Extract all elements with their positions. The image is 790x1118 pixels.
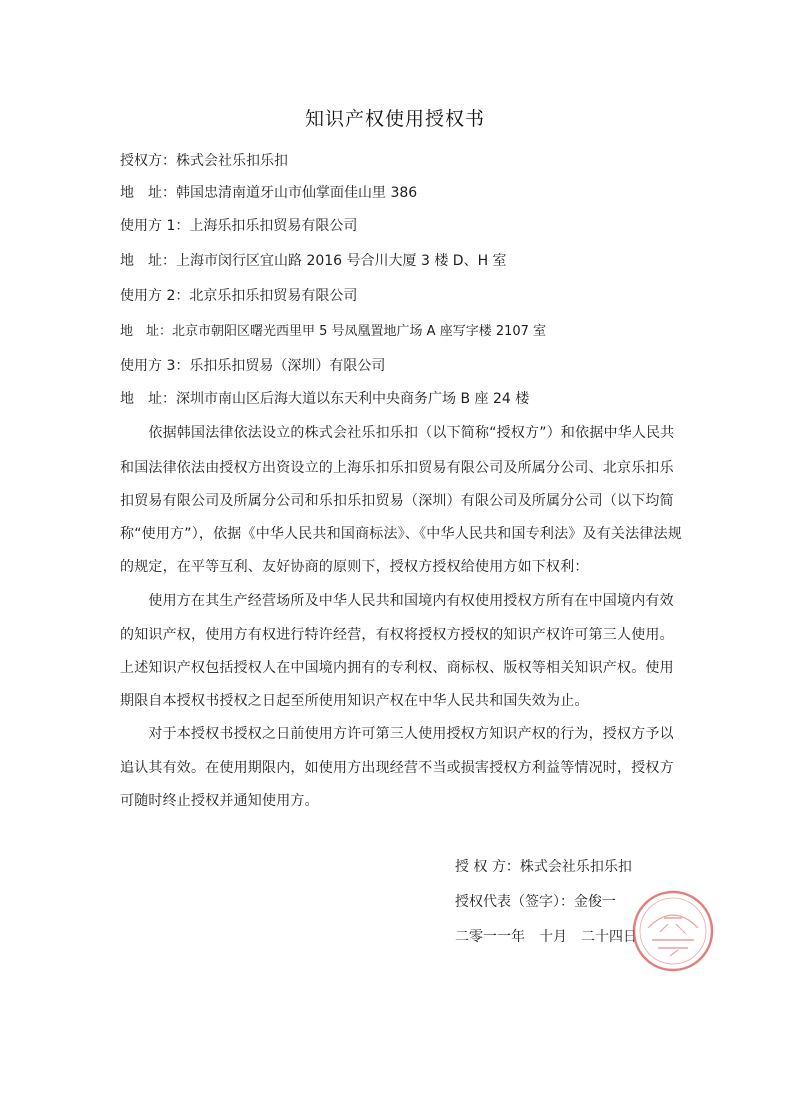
- grantor-line: 授权方：株式会社乐扣乐扣: [120, 153, 288, 169]
- document-title: 知识产权使用授权书: [304, 108, 485, 130]
- licensee-1-address-line: 地 址：上海市闵行区宜山路 2016 号合川大厦 3 楼 D、H 室: [120, 253, 507, 269]
- paragraph-1-line: 和国法律依法由授权方出资设立的上海乐扣乐扣贸易有限公司及所属分公司、北京乐扣乐: [120, 460, 674, 476]
- paragraph-1-line: 依据韩国法律依法设立的株式会社乐扣乐扣（以下简称“授权方”）和依据中华人民共: [120, 425, 675, 441]
- signature-representative: 授权代表（签字）：金俊一: [455, 894, 616, 910]
- paragraph-3-line: 追认其有效。在使用期限内，如使用方出现经营不当或损害授权方利益等情况时，授权方: [120, 760, 674, 776]
- paragraph-1-line: 扣贸易有限公司及所属分公司和乐扣乐扣贸易（深圳）有限公司及所属分公司（以下均简: [120, 493, 674, 509]
- licensee-1-line: 使用方 1：上海乐扣乐扣贸易有限公司: [120, 218, 358, 234]
- grantor-address-line: 地 址：韩国忠清南道牙山市仙掌面佳山里 386: [120, 185, 418, 201]
- signature-date: 二零一一年 十月 二十四日: [455, 929, 637, 945]
- paragraph-1-line: 的规定，在平等互利、友好协商的原则下，授权方授权给使用方如下权利：: [120, 559, 589, 575]
- paragraph-1-line: 称“使用方”），依据《中华人民共和国商标法》、《中华人民共和国专利法》及有关法律法规: [120, 526, 682, 542]
- signature-grantor: 授 权 方：株式会社乐扣乐扣: [455, 859, 632, 875]
- licensee-3-address-line: 地 址：深圳市南山区后海大道以东天利中央商务广场 B 座 24 楼: [120, 391, 530, 407]
- company-seal-stamp: [630, 888, 716, 974]
- paragraph-2-line: 的知识产权，使用方有权进行特许经营，有权将授权方授权的知识产权许可第三人使用。: [120, 627, 674, 643]
- licensee-3-line: 使用方 3：乐扣乐扣贸易（深圳）有限公司: [120, 358, 386, 374]
- paragraph-2-line: 使用方在其生产经营场所及中华人民共和国境内有权使用授权方所有在中国境内有效: [120, 593, 674, 609]
- licensee-2-line: 使用方 2：北京乐扣乐扣贸易有限公司: [120, 288, 358, 304]
- paragraph-2-line: 期限自本授权书授权之日起至所使用知识产权在中华人民共和国失效为止。: [120, 693, 589, 709]
- paragraph-3-line: 可随时终止授权并通知使用方。: [120, 793, 319, 809]
- paragraph-3-line: 对于本授权书授权之日前使用方许可第三人使用授权方知识产权的行为，授权方予以: [120, 726, 674, 742]
- licensee-2-address-line: 地 址：北京市朝阳区曙光西里甲 5 号凤凰置地广场 A 座写字楼 2107 室: [120, 324, 547, 339]
- paragraph-2-line: 上述知识产权包括授权人在中国境内拥有的专利权、商标权、版权等相关知识产权。使用: [120, 660, 674, 676]
